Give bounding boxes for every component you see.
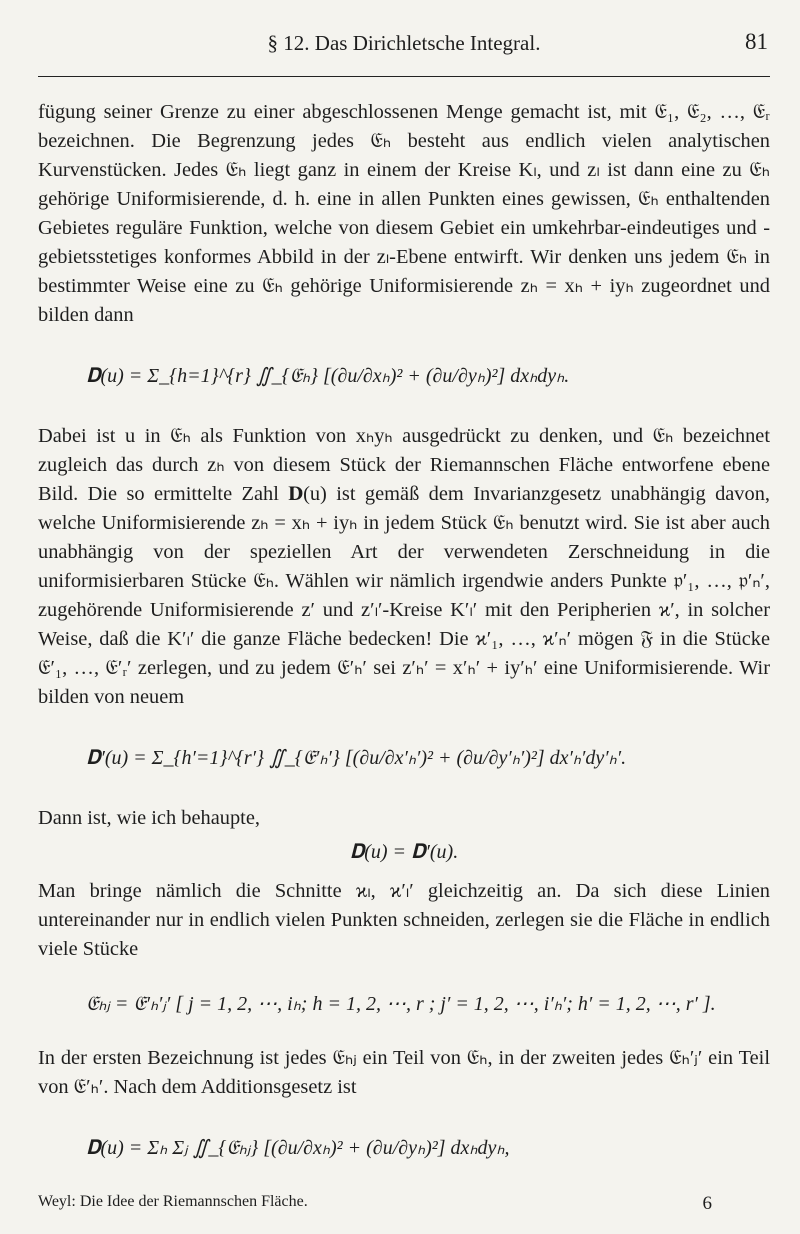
paragraph-4: Man bringe nämlich die Schnitte ϰₗ, ϰ′ₗ′ gleichzeitig an. Da sich diese Linien untereinander nur in endlich vielen Punkten schneiden, zerlegen sie die Fläche in endlich viele Stücke — [38, 880, 770, 960]
equation-dirichlet-integral: 𝐃(u) = Σ_{h=1}^{r} ∬_{𝔈ₕ} [(∂u/∂xₕ)² + (∂u/∂yₕ)²] dxₕdyₕ. — [86, 365, 570, 387]
section-title: § 12. Das Dirichletsche Integral. — [267, 31, 541, 55]
equation-additive-sum: 𝐃(u) = Σₕ Σⱼ ∬_{𝔈ₕⱼ} [(∂u/∂xₕ)² + (∂u/∂yₕ)²] dxₕdyₕ, — [86, 1137, 510, 1159]
paragraph-5: In der ersten Bezeichnung ist jedes 𝔈ₕⱼ ein Teil von 𝔈ₕ, in der zweiten jedes 𝔈ₕ′ⱼ′ ein Teil von 𝔈′ₕ′. Nach dem Additionsgesetz ist — [38, 1047, 770, 1098]
paragraph-1: fügung seiner Grenze zu einer abgeschlossenen Menge gemacht ist, mit 𝔈₁, 𝔈₂, …, 𝔈ᵣ bezeichnen. Die Begrenzung jedes 𝔈ₕ besteht aus endlich vielen analytischen Kurvenstücken. Jedes 𝔈ₕ liegt ganz in einem der Kreise Kₗ, und zₗ ist dann eine zu 𝔈ₕ gehörige Uniformisierende, d. h. eine in allen Punkten eines gewissen, 𝔈ₕ enthaltenden Gebietes reguläre Funktion, welche von diesem Gebiet ein umkehrbar-eindeutiges und -gebietsstetiges konformes Abbild in der zₗ-Ebene entwirft. Wir denken uns jedem 𝔈ₕ in bestimmter Weise eine zu 𝔈ₕ gehörige Uniformisierende zₕ = xₕ + iyₕ zugeordnet und bilden dann — [38, 101, 770, 326]
running-header — [38, 26, 770, 77]
equation-pieces: 𝔈ₕⱼ = 𝔈′ₕ′ⱼ′ [ j = 1, 2, ⋯, iₕ; h = 1, 2, ⋯, r ; j′ = 1, 2, ⋯, i′ₕ′; h′ = 1, 2, ⋯, r′ ]. — [86, 993, 716, 1015]
signature-number: 6 — [702, 1193, 712, 1214]
footer-text: Weyl: Die Idee der Riemannschen Fläche. — [38, 1193, 308, 1210]
page-body — [38, 98, 770, 1194]
page-footer — [38, 1193, 712, 1214]
equation-equality: 𝐃(u) = 𝐃′(u). — [349, 841, 459, 863]
paragraph-2: Dabei ist u in 𝔈ₕ als Funktion von xₕyₕ ausgedrückt zu denken, und 𝔈ₕ bezeichnet zugleich das durch zₕ von diesem Stück der Riemannschen Fläche entworfene ebene Bild. Die so ermittelte Zahl 𝐃(u) ist gemäß dem Invarianzgesetz unabhängig davon, welche Uniformisierende zₕ = xₕ + iyₕ in jedem Stück 𝔈ₕ benutzt wird. Sie ist aber auch unabhängig von der speziellen Art der verwendeten Zerschneidung in die uniformisierbaren Stücke 𝔈ₕ. Wählen wir nämlich irgendwie anders Punkte 𝔭′₁, …, 𝔭′ₙ′, zugehörende Uniformisierende z′ und z′ₗ′-Kreise K′ₗ′ mit den Peripherien ϰ′, in solcher Weise, daß die K′ₗ′ die ganze Fläche bedecken! Die ϰ′₁, …, ϰ′ₙ′ mögen 𝔉 in die Stücke 𝔈′₁, …, 𝔈′ᵣ′ zerlegen, und zu jedem 𝔈′ₕ′ sei z′ₕ′ = x′ₕ′ + iy′ₕ′ eine Uniformisierende. Wir bilden von neuem — [38, 425, 770, 708]
equation-dirichlet-integral-prime: 𝐃′(u) = Σ_{h′=1}^{r′} ∬_{𝔈′ₕ′} [(∂u/∂x′ₕ′)² + (∂u/∂y′ₕ′)²] dx′ₕ′dy′ₕ′. — [86, 747, 627, 769]
page-number: 81 — [745, 29, 768, 54]
paragraph-3: Dann ist, wie ich behaupte, — [38, 807, 260, 829]
